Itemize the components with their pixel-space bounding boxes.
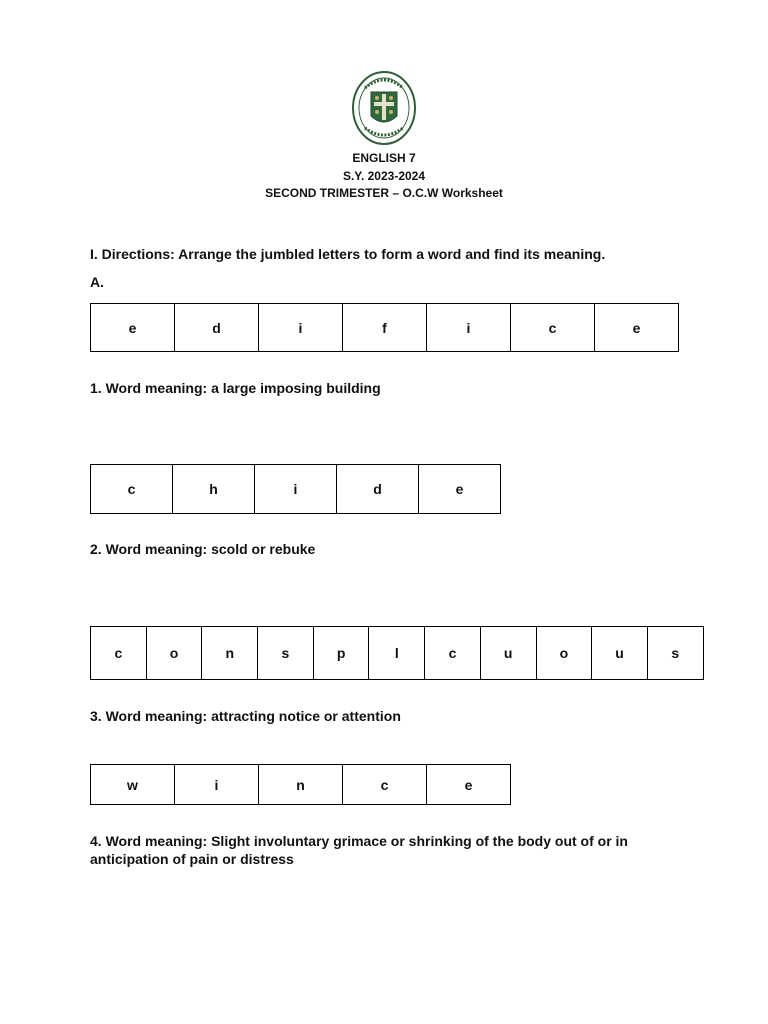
- letter-cell: s: [258, 626, 314, 680]
- letter-cell: c: [343, 764, 427, 805]
- subject-title: ENGLISH 7: [352, 151, 416, 165]
- letter-cell: l: [369, 626, 425, 680]
- letter-cell: c: [91, 626, 147, 680]
- section-label: A.: [90, 274, 104, 290]
- letter-cell: c: [425, 626, 481, 680]
- letter-cell: n: [202, 626, 258, 680]
- letter-cell: w: [91, 764, 175, 805]
- letter-cell: n: [259, 764, 343, 805]
- letter-cell: f: [343, 303, 427, 352]
- letter-cell: h: [173, 464, 255, 514]
- directions-text: I. Directions: Arrange the jumbled letters to form a word and find its meaning.: [90, 246, 606, 262]
- word-meaning-1: 1. Word meaning: a large imposing building: [90, 380, 381, 396]
- letter-cell: c: [91, 464, 173, 514]
- school-seal-icon: [351, 70, 417, 146]
- worksheet-title: SECOND TRIMESTER – O.C.W Worksheet: [265, 186, 503, 200]
- letter-cell: e: [595, 303, 679, 352]
- jumbled-letters-grid-1: [90, 303, 679, 352]
- letter-cell: i: [255, 464, 337, 514]
- letter-cell: u: [592, 626, 648, 680]
- letter-cell: s: [648, 626, 704, 680]
- letter-cell: e: [91, 303, 175, 352]
- worksheet-header: [0, 150, 768, 203]
- letter-cell: o: [537, 626, 593, 680]
- letter-cell: i: [175, 764, 259, 805]
- letter-cell: i: [259, 303, 343, 352]
- jumbled-letters-grid-4: [90, 764, 511, 805]
- jumbled-letters-grid-2: [90, 464, 501, 514]
- letter-cell: u: [481, 626, 537, 680]
- letter-cell: c: [511, 303, 595, 352]
- word-meaning-4: 4. Word meaning: Slight involuntary grimace or shrinking of the body out of or in anticipation of pain or distress: [90, 833, 628, 867]
- school-year: S.Y. 2023-2024: [342, 168, 426, 183]
- letter-cell: e: [419, 464, 501, 514]
- jumbled-letters-grid-3: [90, 626, 704, 680]
- letter-cell: d: [175, 303, 259, 352]
- letter-cell: e: [427, 764, 511, 805]
- word-meaning-3: 3. Word meaning: attracting notice or attention: [90, 708, 401, 724]
- letter-cell: i: [427, 303, 511, 352]
- word-meaning-2: 2. Word meaning: scold or rebuke: [90, 541, 316, 557]
- letter-cell: d: [337, 464, 419, 514]
- letter-cell: o: [147, 626, 203, 680]
- letter-cell: p: [314, 626, 370, 680]
